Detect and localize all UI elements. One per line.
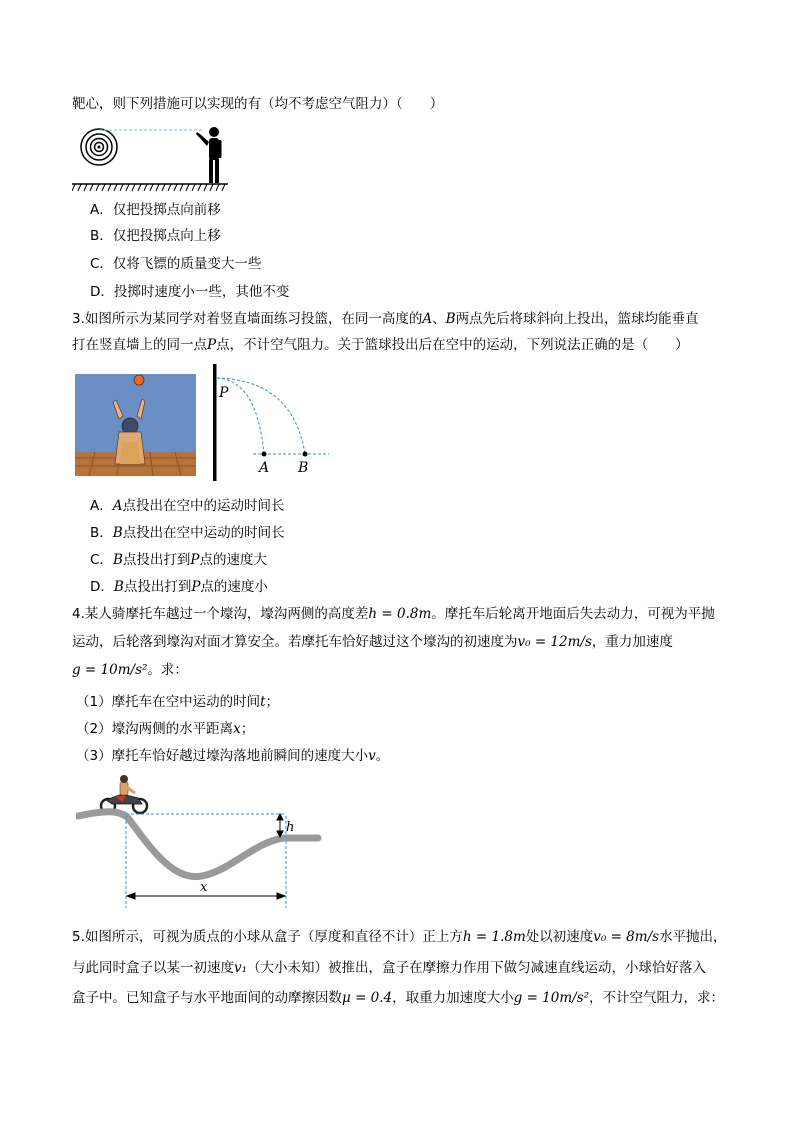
basketball-icon <box>134 375 144 385</box>
q4-sub3: （3）摩托车恰好越过壕沟落地前瞬间的速度大小v。 <box>76 748 390 764</box>
q4-stem-line1: 4.某人骑摩托车越过一个壕沟，壕沟两侧的高度差h = 0.8m。摩托车后轮离开地面后失去动力，可视为平抛 <box>72 606 715 622</box>
motorcycle-icon <box>101 775 147 813</box>
q5-stem-line1: 5.如图所示，可视为质点的小球从盒子（厚度和直径不计）正上方h = 1.8m处以初速度v₀ = 8m/s水平抛出， <box>72 929 727 945</box>
q4-stem-line3: g = 10m/s²。求： <box>72 662 188 678</box>
point-b <box>303 452 308 457</box>
h-arrow <box>277 814 283 837</box>
q2-option-d: D．投掷时速度小一些，其他不变 <box>90 284 290 300</box>
ditch-ground <box>78 812 318 877</box>
q3-option-a: A．A点投出在空中的运动时间长 <box>90 498 285 514</box>
label-p: P <box>219 385 229 401</box>
basketball-photo <box>75 374 196 476</box>
dartboard-icon <box>81 129 117 165</box>
q2-option-c: C．仅将飞镖的质量变大一些 <box>90 256 262 272</box>
point-a <box>262 452 267 457</box>
label-x: x <box>200 880 208 895</box>
ditch-diagram <box>76 772 326 912</box>
thrower-figure <box>196 127 222 183</box>
wall-trajectory-diagram <box>205 364 335 484</box>
vertical-wall <box>213 364 217 481</box>
ground-hatch <box>72 184 225 191</box>
label-b: B <box>298 460 309 476</box>
q3-stem-line1: 3.如图所示为某同学对着竖直墙面练习投篮，在同一高度的A、B两点先后将球斜向上投出，篮球均能垂直 <box>72 311 699 327</box>
q3-option-b: B．B点投出在空中运动的时间长 <box>90 525 285 541</box>
q4-sub2: （2）壕沟两侧的水平距离x； <box>76 721 255 737</box>
q3-option-d: D．B点投出打到P点的速度小 <box>90 579 268 595</box>
label-h: h <box>286 820 295 835</box>
trajectory-b <box>217 378 305 454</box>
q4-sub1: （1）摩托车在空中运动的时间t； <box>76 694 280 710</box>
q4-stem-line2: 运动，后轮落到壕沟对面才算安全。若摩托车恰好越过这个壕沟的初速度为v₀ = 12m/s，重力加速度 <box>72 634 673 650</box>
q3-option-c: C．B点投出打到P点的速度大 <box>90 552 267 568</box>
q5-stem-line3: 盒子中。已知盒子与水平地面间的动摩擦因数μ = 0.4，取重力加速度大小g = 10m/s²，不计空气阻力，求： <box>72 990 725 1006</box>
q2-option-a: A．仅把投掷点向前移 <box>90 202 221 218</box>
q2-stem-tail: 靶心，则下列措施可以实现的有（均不考虑空气阻力）（ ） <box>72 96 444 112</box>
q2-option-b: B．仅把投掷点向上移 <box>90 228 221 244</box>
q5-stem-line2: 与此同时盒子以某一初速度v₁（大小未知）被推出，盒子在摩擦力作用下做匀减速直线运动，小球恰好落入 <box>72 960 707 976</box>
q3-stem-line2: 打在竖直墙上的同一点P点，不计空气阻力。关于篮球投出后在空中的运动，下列说法正确的是（ ） <box>72 337 689 353</box>
dartboard-figure <box>72 122 232 194</box>
label-a: A <box>259 460 270 476</box>
